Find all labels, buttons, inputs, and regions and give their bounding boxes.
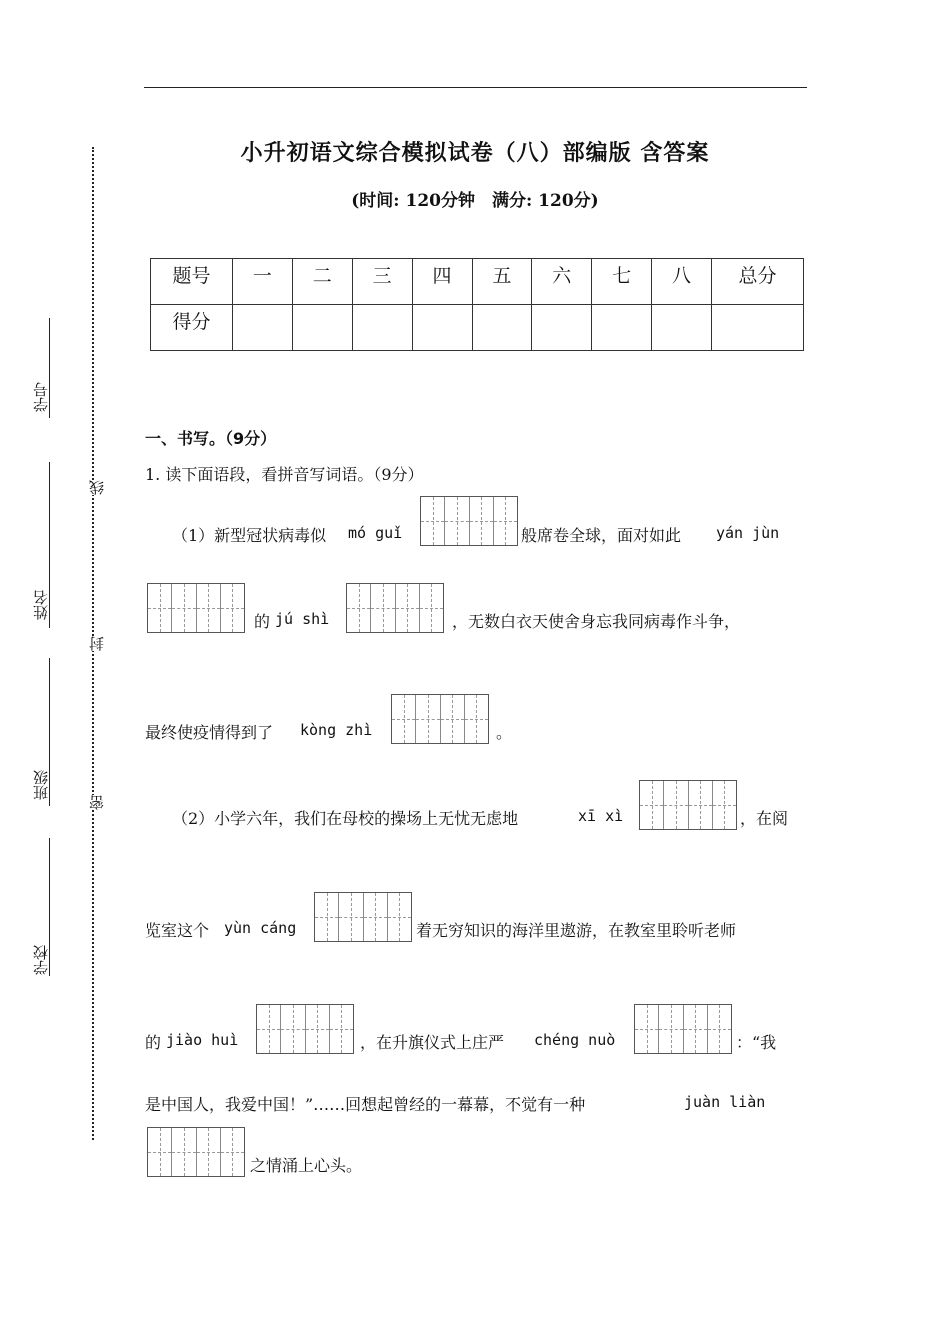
page-subtitle: (时间: 120分钟 满分: 120分) (351, 191, 599, 211)
answer-grid-juanlian[interactable] (147, 1127, 245, 1177)
answer-grid-chengnuo[interactable] (634, 1004, 732, 1054)
pinyin-jushi: jú shì (275, 610, 330, 628)
name-field[interactable] (49, 462, 50, 628)
score-header-cell: 四 (412, 259, 472, 305)
answer-grid-jushi[interactable] (346, 583, 444, 633)
score-row-label: 得分 (151, 305, 233, 351)
score-input-cell[interactable] (472, 305, 532, 351)
p1-text-d: ，无数白衣天使舍身忘我同病毒作斗争， (452, 612, 741, 631)
p1-text-f: 。 (496, 723, 513, 742)
pinyin-xixi: xī xì (578, 807, 624, 825)
class-label: 班级 (32, 770, 50, 800)
score-header-cell: 六 (532, 259, 592, 305)
p2-text-h: 是中国人，我爱中国！”……回想起曾经的一幕幕，不觉有一种 (145, 1095, 586, 1114)
student-id-field[interactable] (49, 318, 50, 418)
score-input-cell[interactable] (352, 305, 412, 351)
class-field[interactable] (49, 658, 50, 806)
p2-text-i: 之情涌上心头。 (250, 1156, 363, 1175)
score-header-cell: 题号 (151, 259, 233, 305)
answer-grid-jiaohui[interactable] (256, 1004, 354, 1054)
score-row (151, 305, 804, 351)
p2-text-f: ，在升旗仪式上庄严 (360, 1033, 505, 1052)
answer-grid-mogui[interactable] (420, 496, 518, 546)
school-field[interactable] (49, 838, 50, 976)
school-label: 学校 (32, 945, 50, 975)
score-input-cell[interactable] (532, 305, 592, 351)
score-input-cell[interactable] (292, 305, 352, 351)
score-input-cell[interactable] (652, 305, 712, 351)
score-header-cell: 五 (472, 259, 532, 305)
score-header-cell: 三 (352, 259, 412, 305)
p1-text-a: （1）新型冠状病毒似 (172, 526, 327, 545)
p2-text-d: 着无穷知识的海洋里遨游，在教室里聆听老师 (416, 921, 737, 940)
pinyin-yuncang: yùn cáng (224, 919, 297, 937)
answer-grid-xixi[interactable] (639, 780, 737, 830)
pinyin-jiaohui: jiào huì (166, 1031, 239, 1049)
page-title: 小升初语文综合模拟试卷（八）部编版 含答案 (240, 141, 710, 166)
pinyin-chengnuo: chéng nuò (534, 1031, 616, 1049)
p2-text-b: ，在阅 (740, 809, 789, 828)
pinyin-juanlian: juàn liàn (684, 1093, 766, 1111)
score-header-cell: 一 (233, 259, 293, 305)
question-1-prompt: 1. 读下面语段，看拼音写词语。（9分） (145, 465, 424, 484)
seal-char-line: 线 (88, 480, 106, 495)
answer-grid-yuncang[interactable] (314, 892, 412, 942)
score-input-cell[interactable] (712, 305, 804, 351)
name-label: 姓名 (32, 590, 50, 620)
student-id-label: 学号 (32, 382, 50, 412)
p2-text-a: （2）小学六年，我们在母校的操场上无忧无虑地 (172, 809, 519, 828)
p1-text-e: 最终使疫情得到了 (145, 723, 274, 742)
score-header-cell: 总分 (712, 259, 804, 305)
score-input-cell[interactable] (233, 305, 293, 351)
pinyin-mogui: mó guǐ (348, 524, 403, 542)
pinyin-yanjun: yán jùn (716, 524, 780, 542)
section-heading: 一、书写。（9分） (145, 429, 277, 448)
score-header-cell: 七 (592, 259, 652, 305)
pinyin-kongzhi: kòng zhì (300, 721, 373, 739)
answer-grid-yanjun[interactable] (147, 583, 245, 633)
score-input-cell[interactable] (412, 305, 472, 351)
score-header-cell: 八 (652, 259, 712, 305)
p2-text-c: 览室这个 (145, 921, 210, 940)
answer-grid-kongzhi[interactable] (391, 694, 489, 744)
seal-char-secret: 密 (88, 795, 106, 810)
seal-char-seal: 封 (88, 636, 106, 651)
score-header-cell: 二 (292, 259, 352, 305)
score-table (150, 258, 804, 351)
score-header-row (151, 259, 804, 305)
top-rule (144, 87, 807, 88)
p2-text-g: ：“我 (736, 1033, 777, 1052)
p2-text-e: 的 (145, 1033, 162, 1052)
score-input-cell[interactable] (592, 305, 652, 351)
p1-text-c: 的 (254, 612, 271, 631)
p1-text-b: 般席卷全球，面对如此 (521, 526, 682, 545)
